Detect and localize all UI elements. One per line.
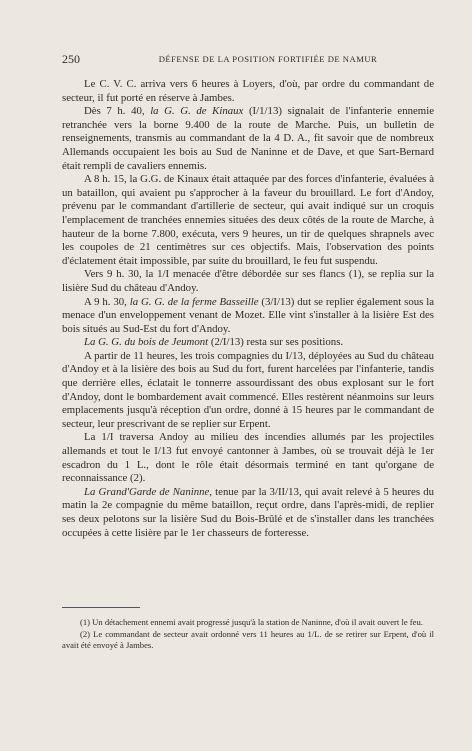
paragraph-emphasis: la G. G. de Kinaux	[150, 105, 244, 118]
paragraph	[62, 486, 434, 540]
paragraph	[62, 78, 434, 105]
footnote: (1) Un détachement ennemi avait progressé jusqu'à la station de Naninne, d'où il avait ouvert le feu.	[80, 617, 423, 627]
paragraph-text: A 8 h. 15, la G.G. de Kinaux était attaquée par des forces d'infanterie, évaluées à un bataillon, qui avaient pu s'approcher à la faveur du brouillard. Le fort d'Andoy, prévenu par le commandant d'artillerie de secteur, qui avait indiqué sur un croquis l'emplacement de tranchées ennemies situées des deux côtés de la route de Marche, à hauteur de la borne 7.800, exécuta, vers 9 heures, un tir de quelques shrapnels avec les coupoles de 21 centimètres sur ces objectifs. Mais, l'observation des points d'éclatement était impossible, par suite du brouillard, le feu fut suspendu.	[62, 173, 434, 267]
paragraph-emphasis: La G. G. du bois de Jeumont	[84, 336, 209, 349]
paragraph-text: (2/I/13) resta sur ses positions.	[208, 336, 344, 349]
paragraph-text: La 1/I traversa Andoy au milieu des incendies allumés par les projectiles allemands et tout le I/13 fut envoyé cantonner à Jambes, où se trouvait déjà le 1er escadron du 1 L., dont le rôle était désormais terminé en tant qu'organe de reconnaissance (2).	[62, 431, 434, 485]
paragraph-text: Le C. V. C. arriva vers 6 heures à Loyers, d'où, par ordre du commandant de secteur, il fut porté en réserve à Jambes.	[62, 78, 434, 104]
footnote-divider	[62, 607, 140, 608]
paragraph	[62, 296, 434, 337]
body-text	[62, 78, 434, 540]
paragraph-text: Vers 9 h. 30, la 1/I menacée d'être débordée sur ses flancs (1), se replia sur la lisière Sud du château d'Andoy.	[62, 268, 434, 294]
paragraph	[62, 268, 434, 295]
footnotes	[62, 617, 434, 653]
page-number: 250	[62, 52, 80, 66]
paragraph-text: tenue par la 3/II/13, qui avait relevé à 5 heures du matin la 2e compagnie du même bataillon, reçut ordre, dans l'après-midi, de replier ses deux pelotons sur la lisière Sud du Bois-Brûlé et de s'installer dans les tranchées occupées à cette lisière par le 1er chasseurs de forteresse.	[62, 485, 434, 539]
paragraph-emphasis: La Grand'Garde de Naninne,	[84, 485, 213, 498]
paragraph-text: A partir de 11 heures, les trois compagnies du I/13, déployées au Sud du château d'Andoy et à la lisière des bois au Sud du fort, furent harcelées par l'infanterie, tandis que derrière elles, éclatait le tonnerre assourdissant des obus explosant sur le fort d'Andoy, dont le bombardement avait commencé. Elles restèrent néanmoins sur leurs emplacements jusqu'à réception d'un ordre, donné à 15 heures par le commandant de secteur, leur prescrivant de se replier sur Erpent.	[62, 349, 434, 430]
paragraph-lead: A 9 h. 30,	[84, 295, 130, 308]
paragraph	[62, 350, 434, 432]
paragraph	[62, 336, 434, 350]
paragraph-emphasis: la G. G. de la ferme Basseille	[129, 295, 259, 308]
paragraph	[62, 105, 434, 173]
paragraph-text: (3/I/13) dut se replier également sous la menace d'un enveloppement venant de Mozet. Elle vint s'installer à la lisière Est des bois situés au Sud-Est du fort d'Andoy.	[62, 295, 434, 335]
paragraph	[62, 173, 434, 268]
running-title: DÉFENSE DE LA POSITION FORTIFIÉE DE NAMUR	[158, 54, 378, 64]
page-header	[62, 52, 434, 66]
paragraph-text: (I/1/13) signalait de l'infanterie ennemie retranchée vers la borne 9.400 de la route de Marche. Puis, un bulletin de renseignements, transmis au commandant de la 4 D. A., fit savoir que de nombreux Allemands occupaient les bois au Sud de Naninne et de Dave, et que Sart-Bernard était rempli de cavaliers ennemis.	[62, 105, 434, 172]
footnote: (2) Le commandant de secteur avait ordonné vers 11 heures au 1/L. de se retirer sur Erpent, d'où il avait été envoyé à Jambes.	[62, 629, 434, 651]
paragraph-lead: Dès 7 h. 40,	[84, 105, 151, 118]
paragraph	[62, 431, 434, 485]
